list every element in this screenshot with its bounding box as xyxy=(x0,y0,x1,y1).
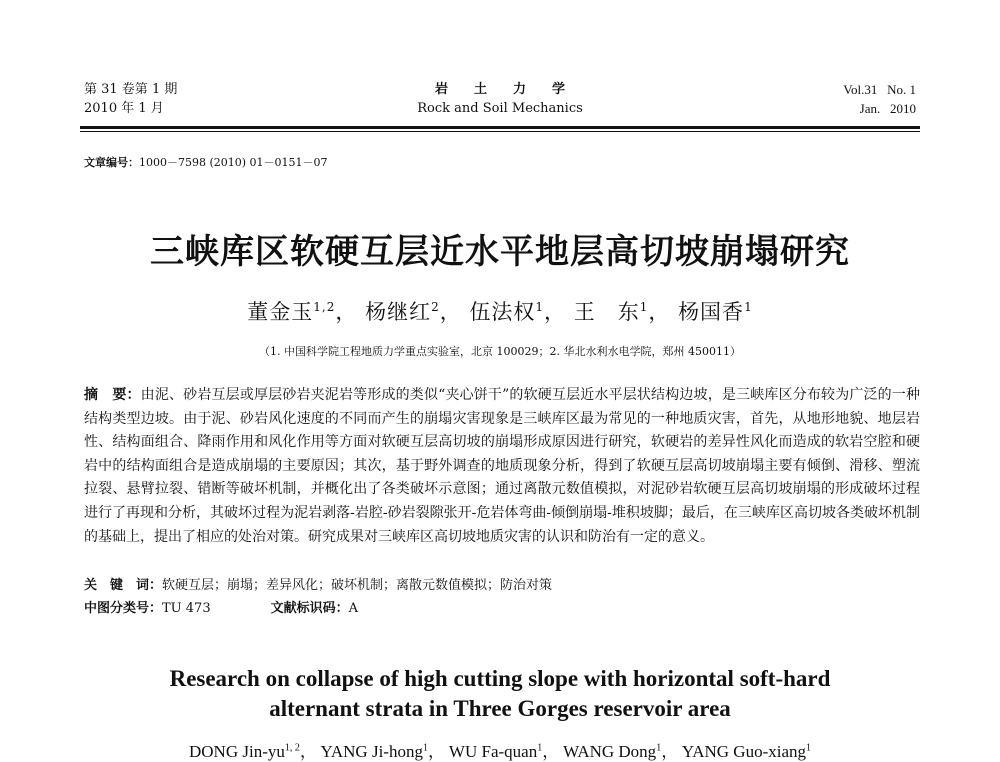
author-cn: 伍法权$^1$， xyxy=(469,300,567,324)
classification xyxy=(84,599,920,619)
author-en: WANG Dong$^1$， xyxy=(563,742,679,761)
article-number-value: 1000－7598 (2010) 01－0151－07 xyxy=(139,156,328,169)
journal-name-cn: 岩土力学 xyxy=(434,82,591,97)
keywords-text: 软硬互层；崩塌；差异风化；破坏机制；离散元数值模拟；防治对策 xyxy=(162,578,553,593)
doc-code-label: 文献标识码： xyxy=(270,601,349,616)
abstract-text: 由泥、砂岩互层或厚层砂岩夹泥岩等形成的类似“夹心饼干”的软硬互层近水平层状结构边坡，是三峡库区分布较为广泛的一种结构类型边坡。由于泥、砂岩风化速度的不同而产生的崩塌灾害现象是三峡库区最为常见的一种地质灾害，首先，从地形地貌、地层岩性、结构面组合、降雨作用和风化作用等方面对软硬互层高切坡的崩塌形成原因进行研究，软硬岩的差异性风化而造成的软岩空腔和硬岩中的结构面组合是造成崩塌的主要原因；其次，基于野外调查的地质现象分析，得到了软硬互层高切坡崩塌主要有倾倒、滑移、塑流拉裂、悬臂拉裂、错断等破坏机制，并概化出了各类破坏示意图；通过离散元数值模拟，对泥砂岩软硬互层高切坡崩塌的形成破坏过程进行了再现和分析，其破坏过程为泥岩剥落-岩腔-砂岩裂隙张开-危岩体弯曲-倾倒崩塌-堆积坡脚；最后，在三峡库区高切坡各类破坏机制的基础上，提出了相应的处治对策。研究成果对三峡库区高切坡地质灾害的认识和防治有一定的意义。 xyxy=(84,387,921,545)
authors-cn xyxy=(0,296,1000,326)
article-number-label: 文章编号： xyxy=(84,156,139,169)
author-cn: 杨继红$^2$， xyxy=(365,300,462,324)
journal-name-en: Rock and Soil Mechanics xyxy=(417,101,583,116)
clc-value: TU 473 xyxy=(162,601,211,616)
date-en: Jan. 2010 xyxy=(859,101,916,116)
author-cn: 董金玉$^{1,2}$， xyxy=(247,300,358,324)
title-en-line2: alternant strata in Three Gorges reservoir area xyxy=(269,696,731,721)
title-en-line1: Research on collapse of high cutting slope with horizontal soft-hard xyxy=(169,666,831,691)
volume-issue-en: Vol.31 No. 1 xyxy=(843,82,916,97)
author-en: WU Fa-quan$^1$， xyxy=(448,742,560,761)
header-right xyxy=(843,80,916,118)
clc-label: 中图分类号： xyxy=(84,601,163,616)
header-rule-thick xyxy=(80,126,920,129)
keywords xyxy=(84,576,920,596)
abstract-label: 摘 要： xyxy=(84,387,141,403)
author-en: DONG Jin-yu$^{1, 2}$， xyxy=(189,742,317,761)
abstract xyxy=(84,384,920,549)
keywords-label: 关 键 词： xyxy=(84,578,163,593)
author-cn: 杨国香$^1$ xyxy=(678,300,753,324)
author-cn: 王 东$^1$， xyxy=(573,300,671,324)
header-rule-thin xyxy=(80,131,920,132)
article-number xyxy=(84,154,328,170)
doc-code-value: A xyxy=(348,601,358,616)
affiliation-cn: （1. 中国科学院工程地质力学重点实验室，北京 100029；2. 华北水利水电学院，郑州 450011） xyxy=(259,345,741,358)
author-en: YANG Ji-hong$^1$， xyxy=(320,742,445,761)
authors-en xyxy=(0,737,1000,762)
title-en xyxy=(100,664,900,724)
volume-issue-cn: 第 31 卷第 1 期 xyxy=(84,82,178,97)
author-en: YANG Guo-xiang$^1$ xyxy=(681,742,811,761)
title-cn: 三峡库区软硬互层近水平地层高切坡崩塌研究 xyxy=(150,232,850,272)
date-cn: 2010 年 1 月 xyxy=(84,101,164,116)
